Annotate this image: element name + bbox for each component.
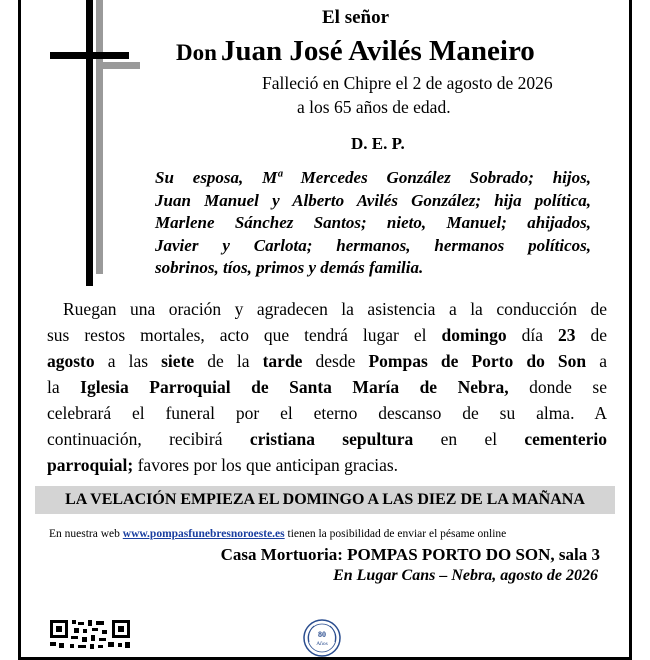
family-list <box>155 167 591 280</box>
paragraph-line: Ruegan una oración y agradecen la asistencia a la conducción de <box>63 299 607 319</box>
deceased-name <box>176 35 535 68</box>
cross-black-horizontal-bar <box>50 52 129 59</box>
paragraph-line: la Iglesia Parroquial de Santa María de Nebra, donde se <box>47 377 607 397</box>
cross-black-vertical-bar <box>86 0 93 286</box>
family-line: sobrinos, tíos, primos y demás familia. <box>155 258 424 277</box>
age-line: a los 65 años de edad. <box>297 97 451 117</box>
family-line: Marlene Sánchez Santos; nieto, Manuel; ahijados, <box>155 213 591 232</box>
place-date: En Lugar Cans – Nebra, agosto de 2026 <box>333 567 598 584</box>
paragraph-line: continuación, recibirá cristiana sepultura en el cementerio <box>47 429 607 449</box>
family-line: Javier y Carlota; hermanos, hermanos políticos, <box>155 235 591 255</box>
cross-gray-vertical-bar <box>96 0 103 274</box>
family-line: Juan Manuel y Alberto Avilés González; hija política, <box>155 190 591 210</box>
qr-code-icon[interactable] <box>48 618 132 650</box>
intro-title: El señor <box>322 7 390 28</box>
family-line: Su esposa, Mª Mercedes González Sobrado; hijos, <box>155 168 591 187</box>
website-note: En nuestra web www.pompasfunebresnoroeste.es tienen la posibilidad de enviar el pésame online <box>49 528 507 540</box>
seal-label: Años <box>316 641 328 647</box>
paragraph-line: parroquial; favores por los que anticipan gracias. <box>47 455 399 475</box>
ceremony-paragraph <box>47 296 607 478</box>
seal-number: 80 <box>318 630 326 639</box>
wake-banner: LA VELACIÓN EMPIEZA EL DOMINGO A LAS DIEZ DE LA MAÑANA <box>35 486 615 514</box>
paragraph-line: celebrará el funeral por el eterno descanso de su alma. A <box>47 403 607 423</box>
dep-heading: D. E. P. <box>351 134 405 153</box>
paragraph-line: agosto a las siete de la tarde desde Pompas de Porto do Son a <box>47 351 607 371</box>
funeral-home: Casa Mortuoria: POMPAS PORTO DO SON, sala 3 <box>220 545 600 564</box>
anniversary-seal-icon <box>302 618 342 658</box>
website-link[interactable]: www.pompasfunebresnoroeste.es <box>122 528 285 540</box>
name-prefix: Don <box>176 40 217 65</box>
name-main: Juan José Avilés Maneiro <box>220 35 535 67</box>
cross-gray-horizontal-bar <box>96 62 140 69</box>
paragraph-line: sus restos mortales, acto que tendrá lugar el domingo día 23 de <box>47 325 607 345</box>
death-line: Falleció en Chipre el 2 de agosto de 2026 <box>262 73 553 93</box>
